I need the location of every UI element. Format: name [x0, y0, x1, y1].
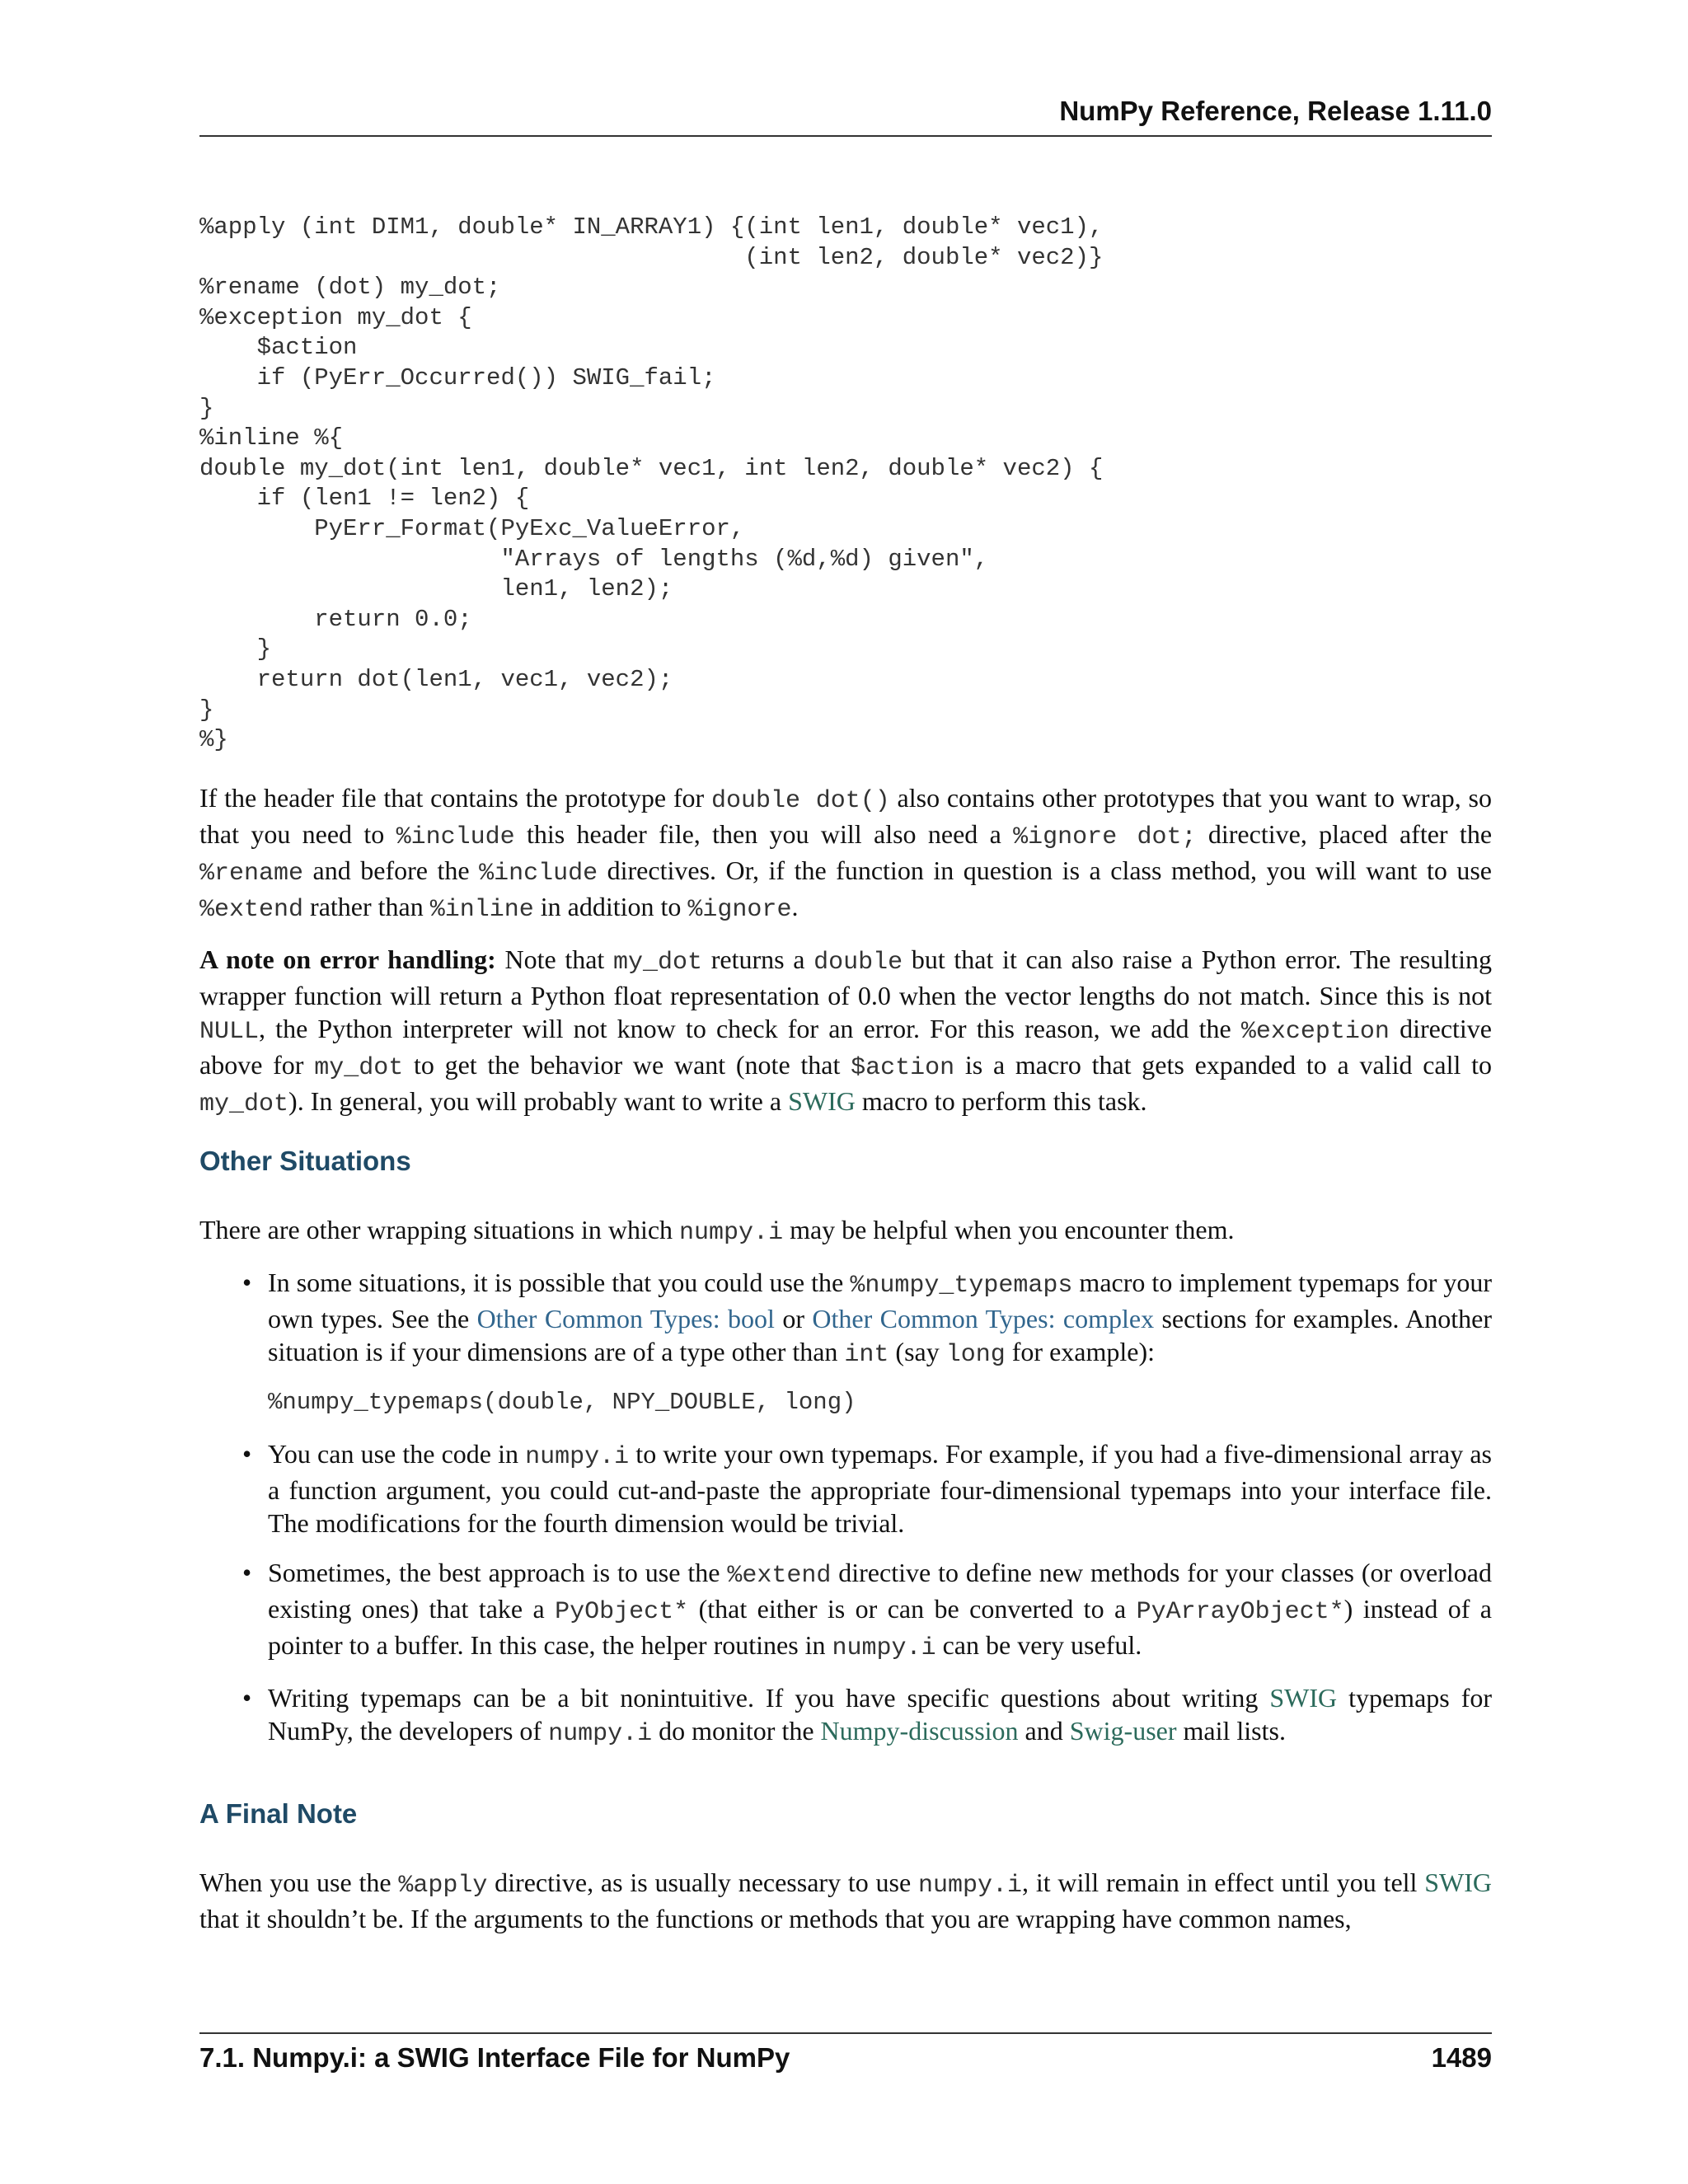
final-note-body — [199, 1866, 1492, 1952]
link-other-types-bool[interactable]: Other Common Types: bool — [476, 1304, 775, 1333]
code-block-my-dot: %apply (int DIM1, double* IN_ARRAY1) {(int len1, double* vec1), (int len2, double* vec2)} %rename (dot) my_dot; %exception my_dot { $action if (PyErr_Occurred()) SWIG_fail; } %inline %{ double my_dot(int len1, double* vec1, int len2, double* vec2) { if (len1 != len2) { PyErr_Format(PyExc_ValueError, "Arrays of lengths (%d,%d) given", len1, len2); return 0.0; } return dot(len1, vec1, vec2); } %} — [199, 213, 1104, 754]
paragraph-other-intro: There are other wrapping situations in which numpy.i may be helpful when you encounter them. — [199, 1215, 1235, 1247]
bullet-dot: • — [242, 1683, 252, 1713]
bullet-list — [199, 1266, 1492, 1750]
bullet-dot: • — [242, 1439, 252, 1469]
body-text-main — [199, 781, 1492, 1137]
footer-page-number: 1489 — [1431, 2042, 1492, 2073]
list-item: • Sometimes, the best approach is to use the %extend directive to define new methods for your classes (or overload existing ones) that take a PyObject* (that either is or can be converted to a PyArrayObject*) instead of a pointer to a buffer. In this case, the helper routines in numpy.i can be very useful. — [242, 1558, 1493, 1662]
paragraph-final-note: When you use the %apply directive, as is usually necessary to use numpy.i, it will remain in effect until you tell SWIG that it shouldn’t be. If the arguments to the functions or methods that you are wrapping have common names, — [199, 1868, 1493, 1933]
running-header: NumPy Reference, Release 1.11.0 — [199, 92, 1492, 137]
other-situations-body — [199, 1213, 1492, 1767]
running-footer — [199, 2032, 1492, 2077]
swig-link[interactable]: SWIG — [1424, 1868, 1493, 1897]
code-numpy-typemaps: %numpy_typemaps(double, NPY_DOUBLE, long) — [268, 1389, 856, 1416]
swig-link[interactable]: SWIG — [1269, 1683, 1338, 1713]
bullet-dot: • — [242, 1558, 252, 1587]
heading-other-situations: Other Situations — [199, 1146, 411, 1176]
link-other-types-complex[interactable]: Other Common Types: complex — [812, 1304, 1155, 1333]
list-item: • Writing typemaps can be a bit nonintuitive. If you have specific questions about writing SWIG typemaps for NumPy, the developers of numpy.i do monitor the Numpy-discussion and Swig-user mail lists. — [242, 1683, 1492, 1748]
heading-final-note: A Final Note — [199, 1798, 358, 1829]
swig-link[interactable]: SWIG — [788, 1086, 856, 1116]
paragraph-include-ignore: If the header file that contains the prototype for double dot() also contains other prototypes that you want to wrap, so that you need to %include this header file, then you will also need a %ignore dot; directive, placed after the %rename and before the %include directives. Or, if the function in question is a class method, you will want to use %extend rather than %inline in addition to %ignore. — [199, 783, 1493, 924]
footer-section-title: 7.1. Numpy.i: a SWIG Interface File for NumPy — [199, 2042, 790, 2073]
list-item: • In some situations, it is possible that you could use the %numpy_typemaps macro to implement typemaps for your own types. See the Other Common Types: bool or Other Common Types: complex sections for examples. Another situation is if your dimensions are of a type other than int (say long for example): %numpy_typemaps(double, NPY_DOUBLE, long) — [242, 1268, 1493, 1416]
list-item: • You can use the code in numpy.i to write your own typemaps. For example, if you had a five-dimensional array as a function argument, you could cut-and-paste the appropriate four-dimensional typemaps into your interface file. The modifications for the fourth dimension would be trivial. — [242, 1439, 1493, 1538]
swig-user-link[interactable]: Swig-user — [1069, 1716, 1177, 1746]
document-page — [199, 0, 1492, 2184]
bullet-dot: • — [242, 1268, 252, 1297]
numpy-discussion-link[interactable]: Numpy-discussion — [820, 1716, 1019, 1746]
paragraph-error-handling: A note on error handling: Note that my_dot returns a double but that it can also raise a Python error. The resulting wrapper function will return a Python float representation of 0.0 when the vector lengths do not match. Since this is not NULL, the Python interpreter will not know to check for an error. For this reason, we add the %exception directive above for my_dot to get the behavior we want (note that $action is a macro that gets expanded to a valid call to my_dot). In general, you will probably want to write a SWIG macro to perform this task. — [199, 944, 1493, 1118]
